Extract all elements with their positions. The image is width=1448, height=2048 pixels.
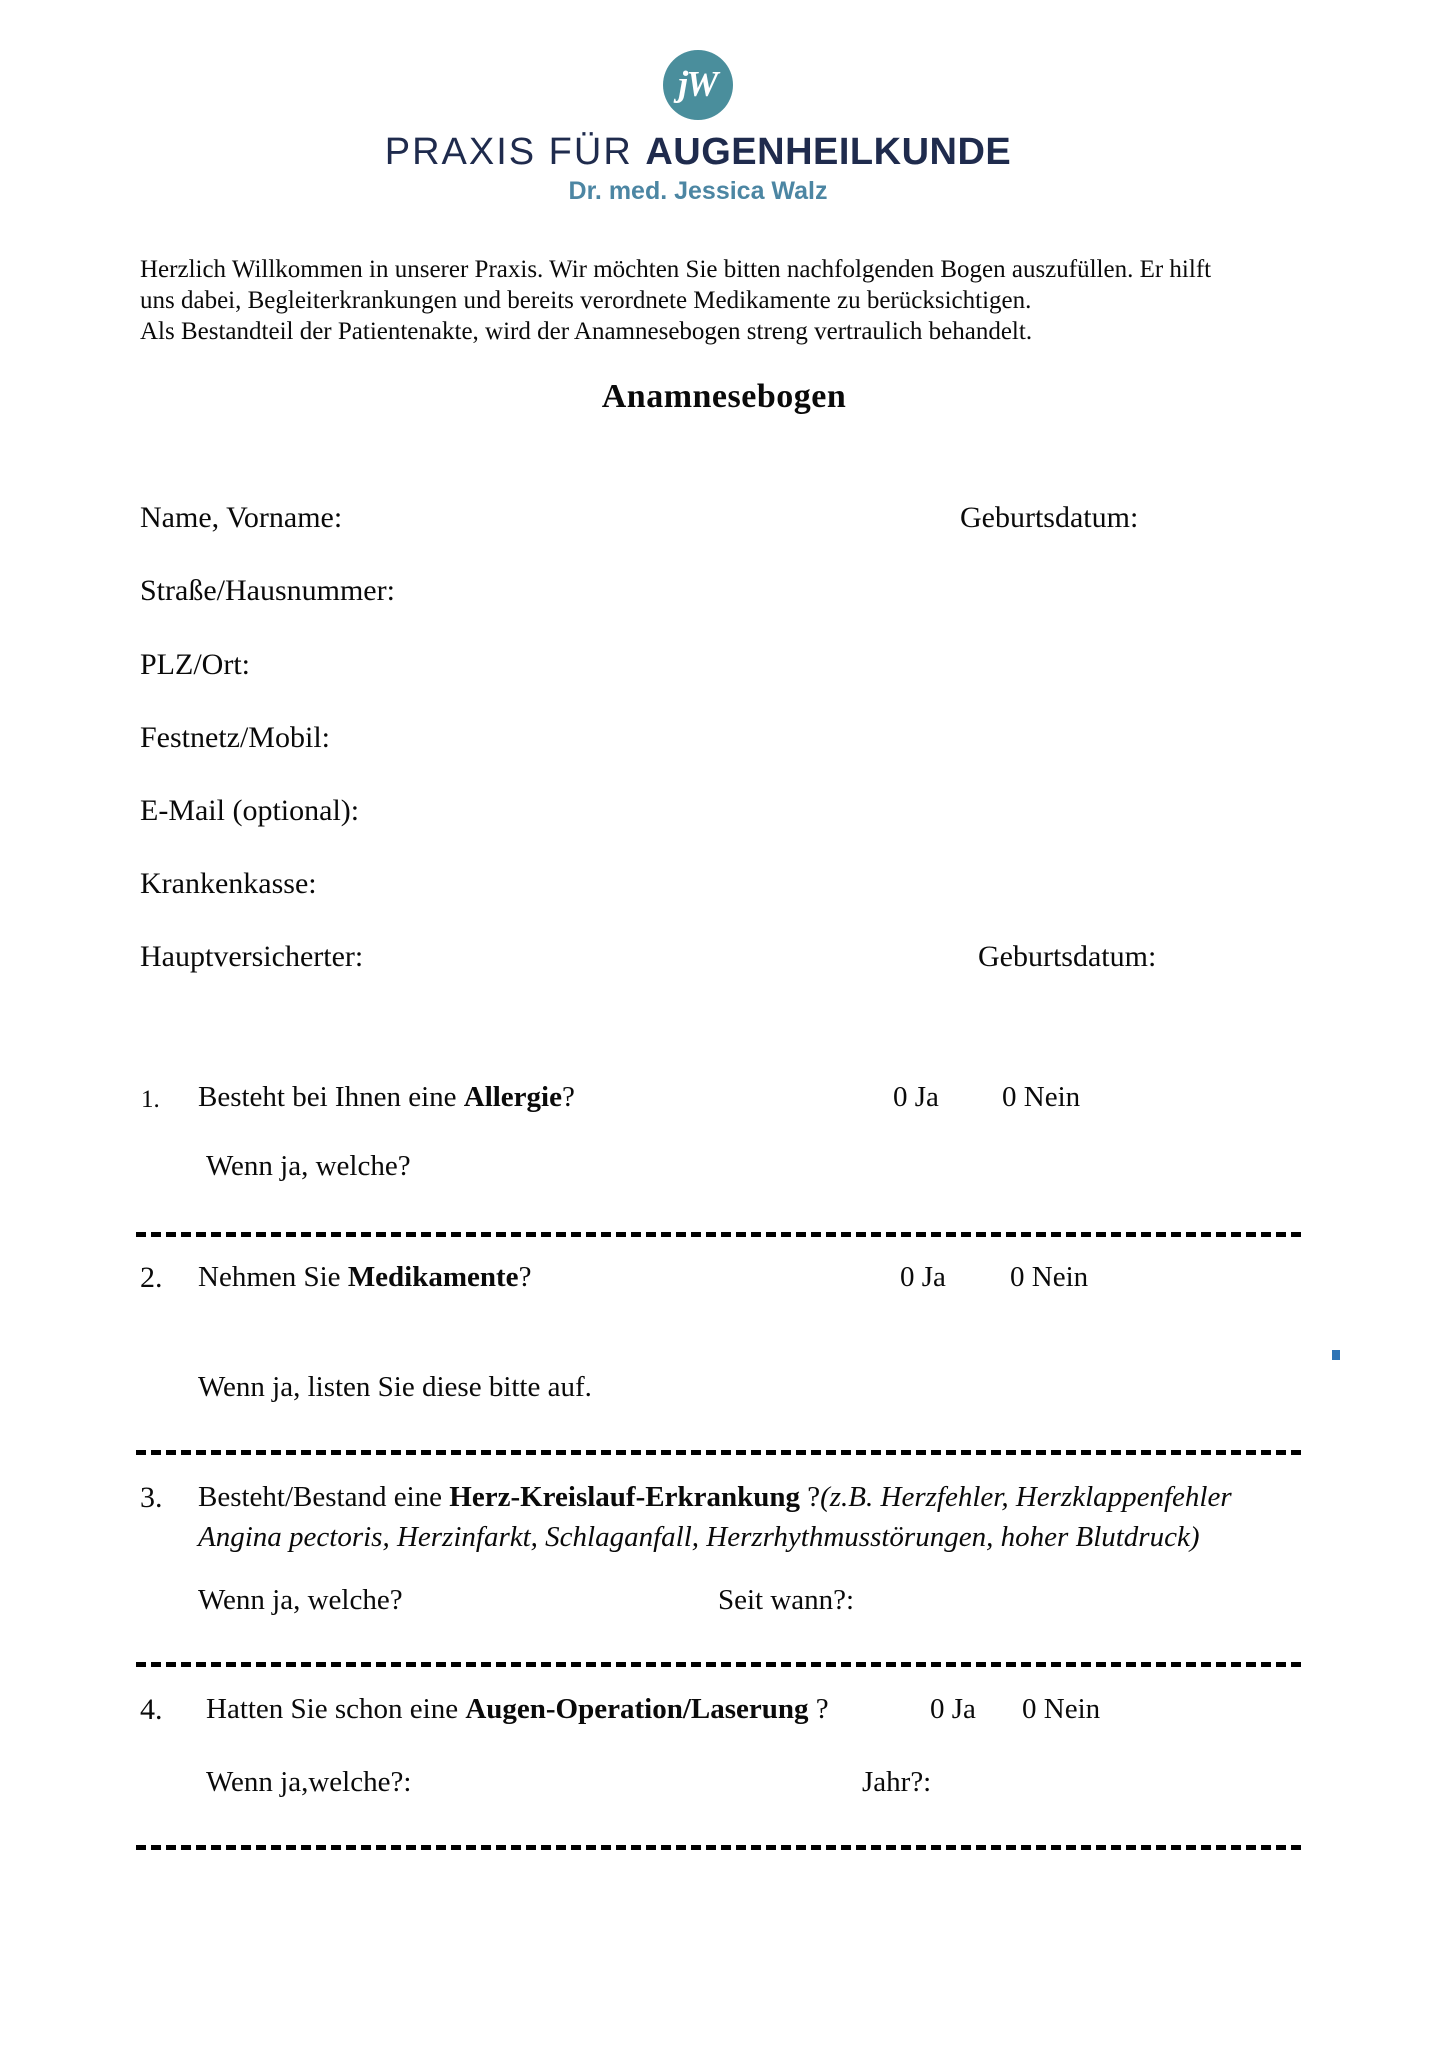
welcome-line-1: Herzlich Willkommen in unserer Praxis. Wir möchten Sie bitten nachfolgenden Bogen auszufüllen. Er hilft [140, 256, 1212, 283]
question-2-followup: Wenn ja, listen Sie diese bitte auf. [198, 1371, 592, 1403]
field-label-phone: Festnetz/Mobil: [140, 721, 330, 754]
field-label-insurance: Krankenkasse: [140, 867, 317, 900]
separator-line-3 [136, 1662, 1302, 1667]
question-4-followup: Wenn ja,welche?: [206, 1766, 412, 1798]
separator-line-2 [136, 1450, 1302, 1455]
question-4-option-ja[interactable]: 0 Ja [930, 1693, 976, 1725]
practice-header [0, 0, 1396, 206]
field-label-street: Straße/Hausnummer: [140, 574, 395, 607]
question-1-number: 1. [141, 1086, 160, 1113]
logo-monogram: jW [678, 63, 717, 104]
question-3-followup: Wenn ja, welche? [198, 1584, 403, 1616]
question-1-option-ja[interactable]: 0 Ja [893, 1081, 939, 1113]
practice-name-bold: AUGENHEILKUNDE [645, 131, 1012, 173]
practice-logo-icon [663, 50, 733, 120]
field-label-birthdate-2: Geburtsdatum: [978, 940, 1157, 973]
question-2-text: Nehmen Sie Medikamente? [198, 1261, 532, 1293]
question-4-text: Hatten Sie schon eine Augen-Operation/Laserung ? [206, 1693, 829, 1725]
question-1-option-nein[interactable]: 0 Nein [1002, 1081, 1081, 1113]
separator-line-4 [136, 1845, 1302, 1850]
welcome-paragraph [140, 254, 1340, 347]
separator-line-1 [136, 1232, 1302, 1237]
field-label-birthdate-1: Geburtsdatum: [960, 501, 1139, 534]
doctor-name: Dr. med. Jessica Walz [568, 176, 828, 205]
field-label-zip-city: PLZ/Ort: [140, 648, 250, 681]
practice-name-regular: PRAXIS FÜR [384, 131, 646, 173]
question-3-since-label: Seit wann?: [718, 1584, 855, 1616]
question-2-number: 2. [140, 1261, 163, 1294]
welcome-line-3: Als Bestandteil der Patientenakte, wird der Anamnesebogen streng vertraulich behandelt. [140, 318, 1033, 345]
field-label-main-insured: Hauptversicherter: [140, 940, 364, 973]
field-label-email: E-Mail (optional): [140, 794, 360, 827]
question-1-followup: Wenn ja, welche? [206, 1150, 411, 1182]
welcome-line-2: uns dabei, Begleiterkrankungen und bereits verordnete Medikamente zu berücksichtigen. [140, 287, 1032, 314]
question-3-number: 3. [140, 1481, 163, 1514]
blue-mark-artifact [1332, 1350, 1340, 1360]
question-3-text-line-2: Angina pectoris, Herzinfarkt, Schlaganfall, Herzrhythmusstörungen, hoher Blutdruck) [198, 1521, 1200, 1553]
page-title: Anamnesebogen [601, 378, 847, 415]
practice-name [0, 133, 1396, 173]
question-3-text-line-1: Besteht/Bestand eine Herz-Kreislauf-Erkrankung ?(z.B. Herzfehler, Herzklappenfehler [198, 1481, 1232, 1513]
question-1-text: Besteht bei Ihnen eine Allergie? [198, 1081, 575, 1113]
question-2-option-nein[interactable]: 0 Nein [1010, 1261, 1089, 1293]
question-4-number: 4. [140, 1693, 163, 1726]
field-label-name: Name, Vorname: [140, 501, 343, 534]
question-4-option-nein[interactable]: 0 Nein [1022, 1693, 1101, 1725]
question-4-year-label: Jahr?: [862, 1766, 932, 1798]
question-2-option-ja[interactable]: 0 Ja [900, 1261, 946, 1293]
